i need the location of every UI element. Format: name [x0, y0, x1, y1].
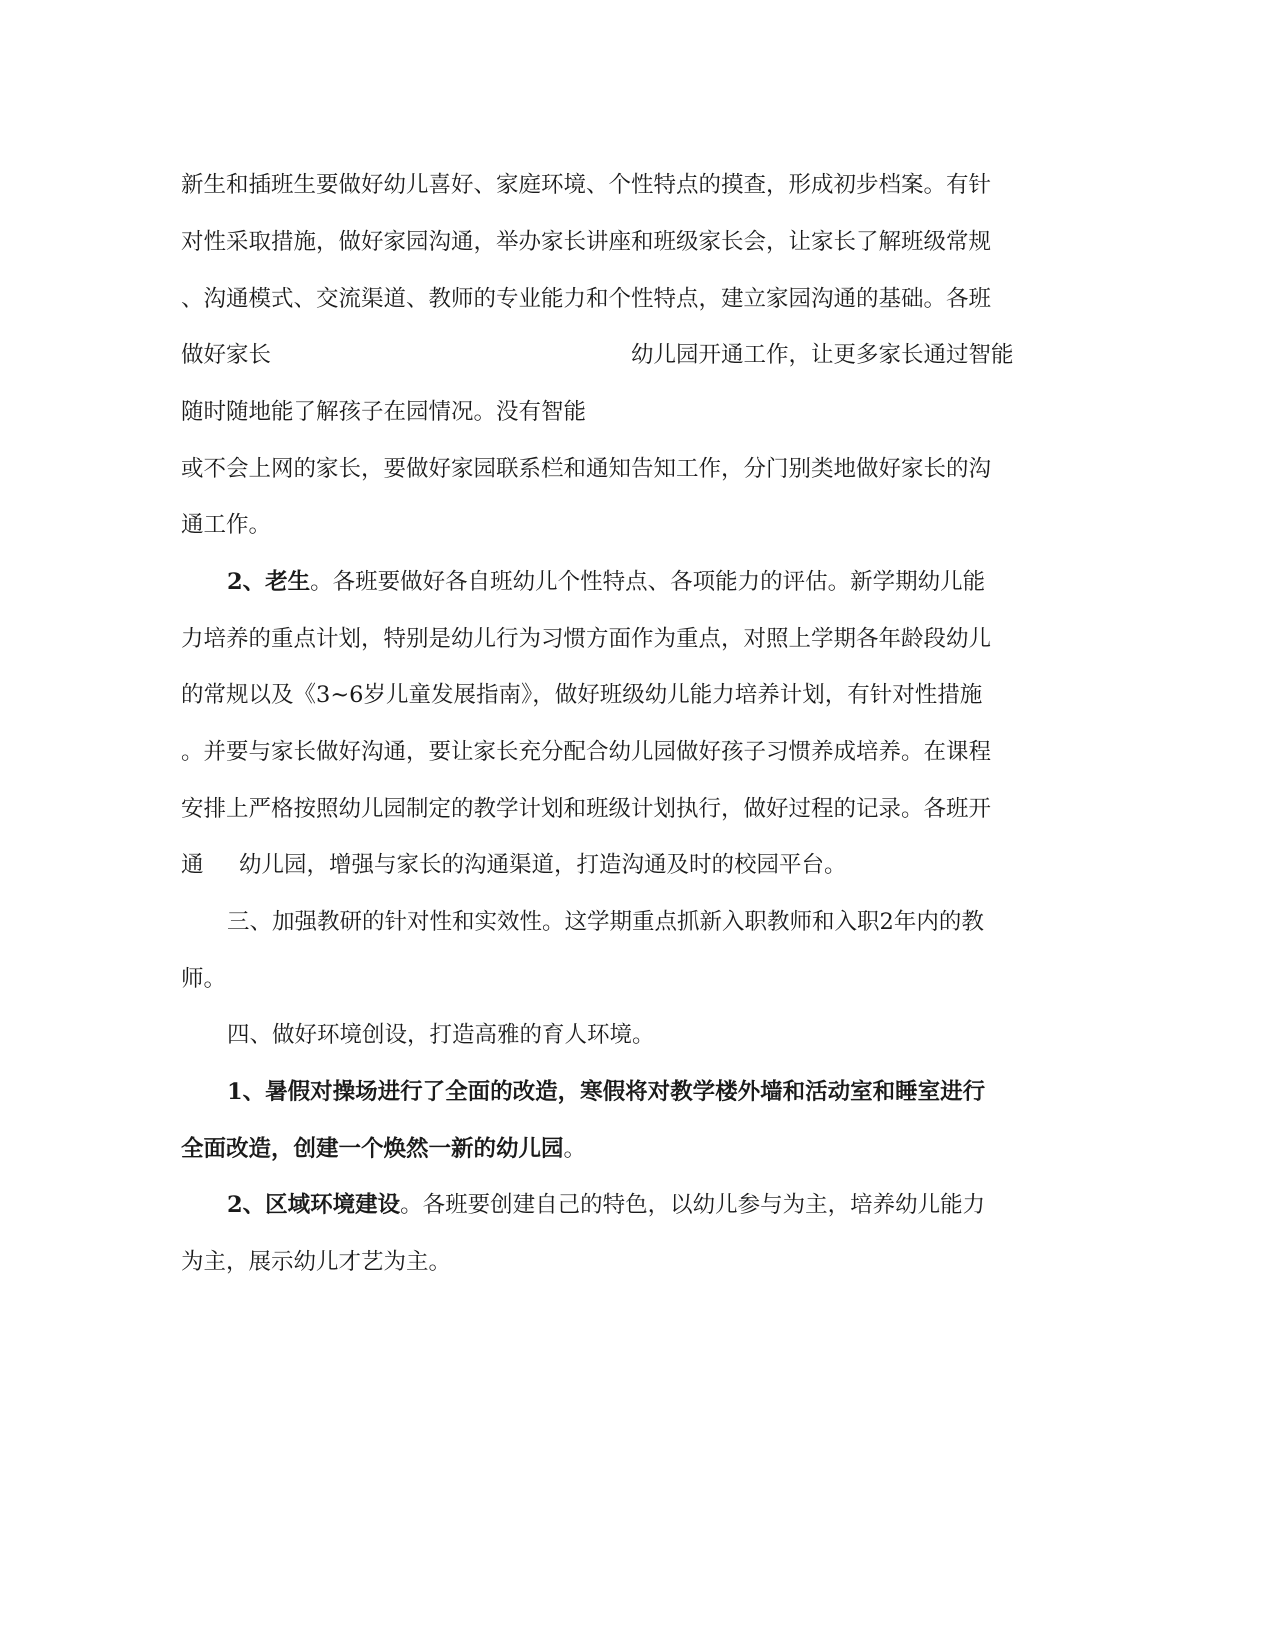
paragraph-2-heading: 2、老生	[227, 569, 311, 595]
paragraph-1-line-7: 通工作。	[181, 512, 272, 538]
paragraph-3-line-1: 三、加强教研的针对性和实效性。这学期重点抓新入职教师和入职2年内的教	[227, 909, 984, 935]
paragraph-2-line-5: 安排上严格按照幼儿园制定的教学计划和班级计划执行，做好过程的记录。各班开	[181, 796, 992, 822]
paragraph-1-line-2: 对性采取措施，做好家园沟通，举办家长讲座和班级家长会，让家长了解班级常规	[181, 229, 992, 255]
paragraph-5-line-1: 1、暑假对操场进行了全面的改造，寒假将对教学楼外墙和活动室和睡室进行	[227, 1079, 986, 1105]
paragraph-4-line-1: 四、做好环境创设，打造高雅的育人环境。	[227, 1022, 655, 1048]
paragraph-2-line-6	[181, 850, 1081, 880]
paragraph-1-line-4-start: 做好家长	[181, 342, 272, 368]
paragraph-6-line-1	[227, 1190, 985, 1220]
paragraph-6-line-2: 为主，展示幼儿才艺为主。	[181, 1249, 452, 1275]
paragraph-2-line-3: 的常规以及《3~6岁儿童发展指南》，做好班级幼儿能力培养计划，有针对性措施	[181, 682, 983, 708]
paragraph-2-line-1	[227, 567, 985, 597]
paragraph-5-line-2-text: 全面改造，创建一个焕然一新的幼儿园	[181, 1136, 564, 1162]
paragraph-5-line-2	[181, 1134, 586, 1164]
paragraph-2-line-4: 。并要与家长做好沟通，要让家长充分配合幼儿园做好孩子习惯养成培养。在课程	[181, 739, 992, 765]
paragraph-2-line-2: 力培养的重点计划，特别是幼儿行为习惯方面作为重点，对照上学期各年龄段幼儿	[181, 626, 992, 652]
paragraph-1-line-5: 随时随地能了解孩子在园情况。没有智能	[181, 399, 587, 425]
paragraph-2-line-1-text: 。各班要做好各自班幼儿个性特点、各项能力的评估。新学期幼儿能	[310, 569, 986, 595]
paragraph-1-line-3: 、沟通模式、交流渠道、教师的专业能力和个性特点，建立家园沟通的基础。各班	[181, 286, 992, 312]
paragraph-1-line-6: 或不会上网的家长，要做好家园联系栏和通知告知工作，分门别类地做好家长的沟	[181, 456, 992, 482]
paragraph-6-line-1-text: 。各班要创建自己的特色，以幼儿参与为主，培养幼儿能力	[400, 1192, 986, 1218]
paragraph-6-heading: 2、区域环境建设	[227, 1192, 401, 1218]
paragraph-1-line-1: 新生和插班生要做好幼儿喜好、家庭环境、个性特点的摸查，形成初步档案。有针	[181, 172, 992, 198]
paragraph-5-line-2-end: 。	[563, 1136, 587, 1162]
paragraph-2-line-6-start: 通	[181, 852, 204, 878]
paragraph-3-line-2: 师。	[181, 966, 227, 992]
paragraph-1-line-4	[181, 340, 1081, 370]
paragraph-1-line-4-end: 幼儿园开通工作，让更多家长通过智能	[631, 342, 1014, 368]
paragraph-2-line-6-end: 幼儿园，增强与家长的沟通渠道，打造沟通及时的校园平台。	[239, 852, 847, 878]
